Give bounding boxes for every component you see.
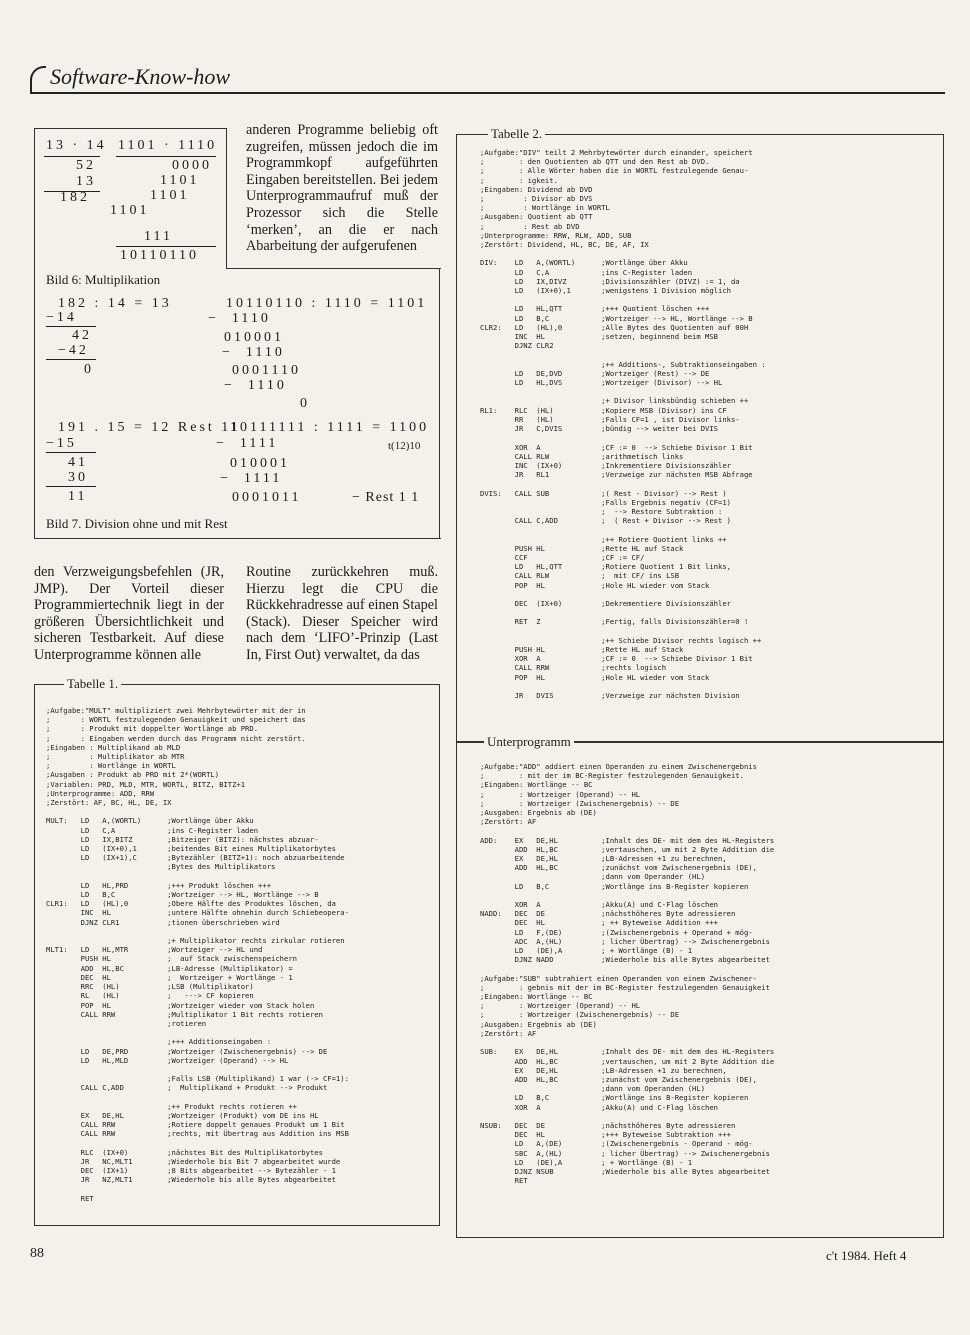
fig7-decimal-line: −14 (46, 310, 77, 325)
fig7-rule (46, 326, 96, 327)
fig7-caption: Bild 7. Division ohne und mit Rest (46, 516, 228, 531)
fig7-binary-line: − 1110 (224, 378, 287, 393)
fig7-rest-decimal-line: 11 (68, 489, 88, 504)
fig7-rest-decimal-line: 41 (68, 455, 88, 470)
fig7-rest-decimal-line: −15 (46, 436, 77, 451)
fig7-rest-binary-line: 010001 (230, 456, 290, 471)
fig6-binary-line: 0000 (172, 158, 212, 173)
fig7-rule (46, 452, 96, 453)
fig6-decimal-line: 182 (60, 190, 90, 205)
unterprogramm-code: ;Aufgabe:"ADD" addiert einen Operanden zu einem Zwischenergebnis ; : mit der im BC-Register festzulegenden Genauigkeit. ;Eingaben: Wortlänge -- BC ; : Wortzeiger (Operand) -- HL ; : Wortzeiger (Zwischenergebnis) -- DE ;Ausgaben: Ergebnis ab (DE) ;Zerstört: AF ADD: EX DE,HL ;Inhalt des DE- mit dem des HL-Registers ADD HL,BC ;vertauschen, um mit 2 Byte Addition die EX DE,HL ;LB-Adressen +1 zu berechnen, ADD HL,BC ;zunächst vom Zwischenergebnis (DE), ;dann vom Operander (HL) LD B,C ;Wortlänge ins B-Register kopieren XOR A ;Akku(A) und C-Flag löschen NADD: DEC DE ;nächsthöheres Byte adressieren DEC HL ; ++ Byteweise Addition +++ LD F,(DE) ;(Zwischenergebnis + Operand + mög- ADC A,(HL) ; licher Übertrag) --> Zwischenergebnis LD (DE),A ; + Wortlänge (B) - 1 DJNZ NADD ;Wiederhole bis alle Bytes abgearbeitet ;Aufgabe:"SUB" subtrahiert einen Operanden von einem Zwischener- ; : gebnis mit der im BC-Register festzulegenden Genauigkeit ;Eingaben: Wortlänge -- BC ; : Wortzeiger (Operand) -- HL ; : Wortzeiger (Zwischenergebnis) -- DE ;Ausgaben: Ergebnis ab (DE) ;Zerstört: AF SUB: EX DE,HL ;Inhalt des DE- mit dem des HL-Registers ADD HL,BC ;vertauschen, um mit 2 Byte Addition die EX DE,HL ;LB-Adressen +1 zu berechnen, ADD HL,BC ;zunächst vom Zwischenergebnis (DE), ;dann vom Operanden (HL) LD B,C ;Wortlänge ins B-Register kopieren XOR A ;Akku(A) und C-Flag löschen NSUB: DEC DE ;nächsthöheres Byte adressieren DEC HL ;+++ Byteweise Subtraktion +++ LD A,(DE) ;(Zwischenergebnis - Operand - mög- SBC A,(HL) ; licher Übertrag) --> Zwischenergebnis LD (DE),A ; + Wortlänge (B) - 1 DJNZ NSUB ;Wiederhole bis alle Bytes abgearbeitet RET (480, 762, 775, 1186)
fig7-rest-binary-line: t(12)10 (388, 440, 421, 452)
fig7-binary-line: 10110110 : 1110 = 1101 (226, 296, 428, 311)
fig6-decimal-line: 13 · 14 (46, 138, 107, 153)
tabelle2-label: Tabelle 2. (488, 126, 545, 142)
fig7-binary-line: 0001110 (232, 363, 301, 378)
fig7-rest-binary-line: − 1111 (220, 471, 283, 486)
header-curve-decoration (30, 66, 46, 94)
figure-box-top-left (34, 128, 226, 129)
unterprogramm-label: Unterprogramm (484, 734, 574, 750)
fig7-binary-line: − 1110 (222, 345, 285, 360)
fig6-binary-line: 1101 (110, 203, 150, 218)
section-header (30, 58, 945, 98)
fig6-underline (44, 156, 100, 157)
fig7-rest-decimal-line: 191 . 15 = 12 Rest 11 (58, 420, 241, 435)
fig6-binary-line: 1101 (150, 188, 190, 203)
fig7-rest-binary-line: − 1111 (216, 436, 279, 451)
fig6-binary-line: 1101 (160, 173, 200, 188)
fig7-rest-binary-line: 0001011 (232, 490, 302, 505)
fig6-caption: Bild 6: Multiplikation (46, 272, 161, 287)
fig6-decimal-line: 52 (76, 158, 96, 173)
body-text-col2-mid: Routine zurückkehren muß. Hierzu legt die CPU die Rückkehradresse auf einen Stapel (Stack). Dieser Speicher wird nach dem ‘LIFO’-Prinzip (Last In, First Out) verwaltet, da das (246, 564, 438, 663)
figure-box-right (439, 268, 440, 538)
fig6-binary-line: 10110110 (120, 248, 199, 263)
fig7-rule (46, 359, 96, 360)
fig7-rest-decimal-line: 30 (68, 470, 88, 485)
issue-label: c't 1984. Heft 4 (826, 1248, 907, 1263)
fig7-decimal-line: 182 : 14 = 13 (58, 296, 172, 311)
body-text-col1-mid: den Verzweigungsbefehlen (JR, JMP). Der Vorteil dieser Programmiertechnik liegt in der größeren Übersichtlichkeit und sicheren Testbarkeit. Auf diese Unterprogramme können alle (34, 564, 224, 663)
fig7-decimal-line: −42 (58, 343, 89, 358)
fig7-binary-line: − 1110 (208, 311, 271, 326)
fig7-binary-line: 0 (300, 396, 310, 411)
header-rule (30, 92, 945, 94)
fig6-binary-line: 111 (144, 229, 173, 244)
fig7-binary-line: 010001 (224, 330, 284, 345)
fig6-binary-line: 1101 · 1110 (118, 138, 218, 153)
tabelle1-label: Tabelle 1. (64, 676, 121, 692)
section-title: Software-Know-how (50, 64, 231, 89)
tabelle1-code: ;Aufgabe:"MULT" multipliziert zwei Mehrbytewörter mit der in ; : WORTL festzulegenden Genauigkeit und speichert das ; : Produkt mit doppelter Wortlänge ab PRD. ; : Eingaben werden durch das Programm nicht zerstört. ;Eingaben : Multiplikand ab MLD ; : Multiplikator ab MTR ; : Wortlänge in WORTL ;Ausgaben : Produkt ab PRD mit 2*(WORTL) ;Variablen: PRD, MLD, MTR, WORTL, BITZ, BITZ+1 ;Unterprogramme: ADD, RRW ;Zerstört: AF, BC, HL, DE, IX MULT: LD A,(WORTL) ;Wortlänge über Akku LD C,A ;ins C-Register laden LD IX,BITZ ;Bitzeiger (BITZ): nächstes abzuar- LD (IX+0),1 ;beitendes Bit eines Multiplikatorbytes LD (IX+1),C ;Bytezähler (BITZ+1): noch abzuarbeitende ;Bytes des Multiplikators LD HL,PRD ;+++ Produkt löschen +++ LD B,C ;Wortzeiger --> HL, Wortlänge --> B CLR1: LD (HL),0 ;Obere Hälfte des Produktes löschen, da INC HL ;untere Hälfte ohnehin durch Schiebeopera- DJNZ CLR1 ;tionen überschrieben wird ;+ Multiplikator rechts zirkular rotieren MLT1: LD HL,MTR ;Wortzeiger --> HL und PUSH HL ; auf Stack zwischenspeichern ADD HL,BC ;LB-Adresse (Multiplikator) = DEC HL ; Wortzeiger + Wortlänge - 1 RRC (HL) ;LSB (Multiplikator) RL (HL) ; ---> CF kopieren POP HL ;Wortzeiger wieder vom Stack holen CALL RRW ;Multiplikator 1 Bit rechts rotieren ;rotieren ;+++ Additionseingaben : LD DE,PRD ;Wortzeiger (Zwischenergebnis) --> DE LD HL,MLD ;Wortzeiger (Operand) --> HL ;Falls LSB (Multiplikand) 1 war (-> CF=1): CALL C,ADD ; Multiplikand + Produkt --> Produkt ;++ Produkt rechts rotieren ++ EX DE,HL ;Wortzeiger (Produkt) vom DE ins HL CALL RRW ;Rotiere doppelt genaues Produkt um 1 Bit CALL RRW ;rechts, mit Übertrag aus Addition ins MSB RLC (IX+0) ;nächstes Bit des Multiplikatorbytes JR NC,MLT1 ;Wiederhole bis Bit 7 abgearbeitet wurde DEC (IX+1) ;8 Bits abgearbeitet --> Bytezähler - 1 JR NZ,MLT1 ;Wiederhole bis alle Bytes abgearbeitet RET (46, 706, 349, 1203)
fig7-decimal-line: 0 (84, 362, 94, 377)
fig7-rest-binary-line: 10111111 : 1111 = 1100 (230, 420, 430, 435)
body-text-col2-top: anderen Programme beliebig oft zugreifen, müssen jedoch die im Programmkopf aufgeführten Eingaben bereitstellen. Bei jedem Unterprogrammaufruf muß der Prozessor sich die Stelle ‘merken’, an die er nach Abarbeitung der aufgerufenen (246, 122, 438, 255)
fig6-decimal-line: 13 (76, 174, 96, 189)
fig6-binary-sum-line (116, 246, 216, 247)
fig7-decimal-line: 42 (72, 328, 92, 343)
fig6-binary-underline (116, 156, 216, 157)
tabelle2-code: ;Aufgabe:"DIV" teilt 2 Mehrbytewörter durch einander, speichert ; : den Quotienten ab QTT und den Rest ab DVD. ; : Alle Wörter haben die in WORTL festzulegende Genau- ; : igkeit. ;Eingaben: Dividend ab DVD ; : Divisor ab DVS ; : Wortlänge in WORTL ;Ausgaben: Quotient ab QTT ; : Rest ab DVD ;Unterprogramme: RRW, RLW, ADD, SUB ;Zerstört: Dividend, HL, BC, DE, AF, IX DIV: LD A,(WORTL) ;Wortlänge über Akku LD C,A ;ins C-Register laden LD IX,DIVZ ;Divisionszähler (DIVZ) := 1, da LD (IX+0),1 ;wenigstens 1 Division möglich LD HL,QTT ;+++ Quotient löschen +++ LD B,C ;Wortzeiger --> HL, Wortlänge --> B CLR2: LD (HL),0 ;Alle Bytes des Quotienten auf 00H INC HL ;setzen, beginnend beim MSB DJNZ CLR2 ;++ Additions-, Subtraktionseingaben : LD DE,DVD ;Wortzeiger (Rest) --> DE LD HL,DVS ;Wortzeiger (Divisor) --> HL ;+ Divisor linksbündig schieben ++ RL1: RLC (HL) ;Kopiere MSB (Divisor) ins CF RR (HL) ;Falls CF=1 , ist Divisor links- JR C,DVIS ;bündig --> weiter bei DVIS XOR A ;CF := 0 --> Schiebe Divisor 1 Bit CALL RLW ;arithmetisch links INC (IX+0) ;Inkrementiere Divisionszähler JR RL1 ;Verzweige zur nächsten MSB Abfrage DVIS: CALL SUB ;( Rest - Divisor) --> Rest ) ;Falls Ergebnis negativ (CF=1) ; --> Restore Subtraktion : CALL C,ADD ; ( Rest + Divisor --> Rest ) ;++ Rotiere Quotient links ++ PUSH HL ;Rette HL auf Stack CCF ;CF := CF/ LD HL,QTT ;Rotiere Quotient 1 Bit links, CALL RLW ; mit CF/ ins LSB POP HL ;Hole HL wieder vom Stack DEC (IX+0) ;Dekrementiere Divisionszähler RET Z ;Fertig, falls Divisionszähler=0 ! ;++ Schiebe Divisor rechts logisch ++ PUSH HL ;Rette HL auf Stack XOR A ;CF := 0 --> Schiebe Divisor 1 Bit CALL RRW ;rechts logisch POP HL ;Hole HL wieder vom Stack JR DVIS ;Verzweige zur nächsten Division (480, 148, 766, 700)
fig7-rest-binary-line: − Rest 1 1 (352, 490, 420, 505)
page-number: 88 (30, 1246, 44, 1261)
fig7-rule (46, 486, 96, 487)
